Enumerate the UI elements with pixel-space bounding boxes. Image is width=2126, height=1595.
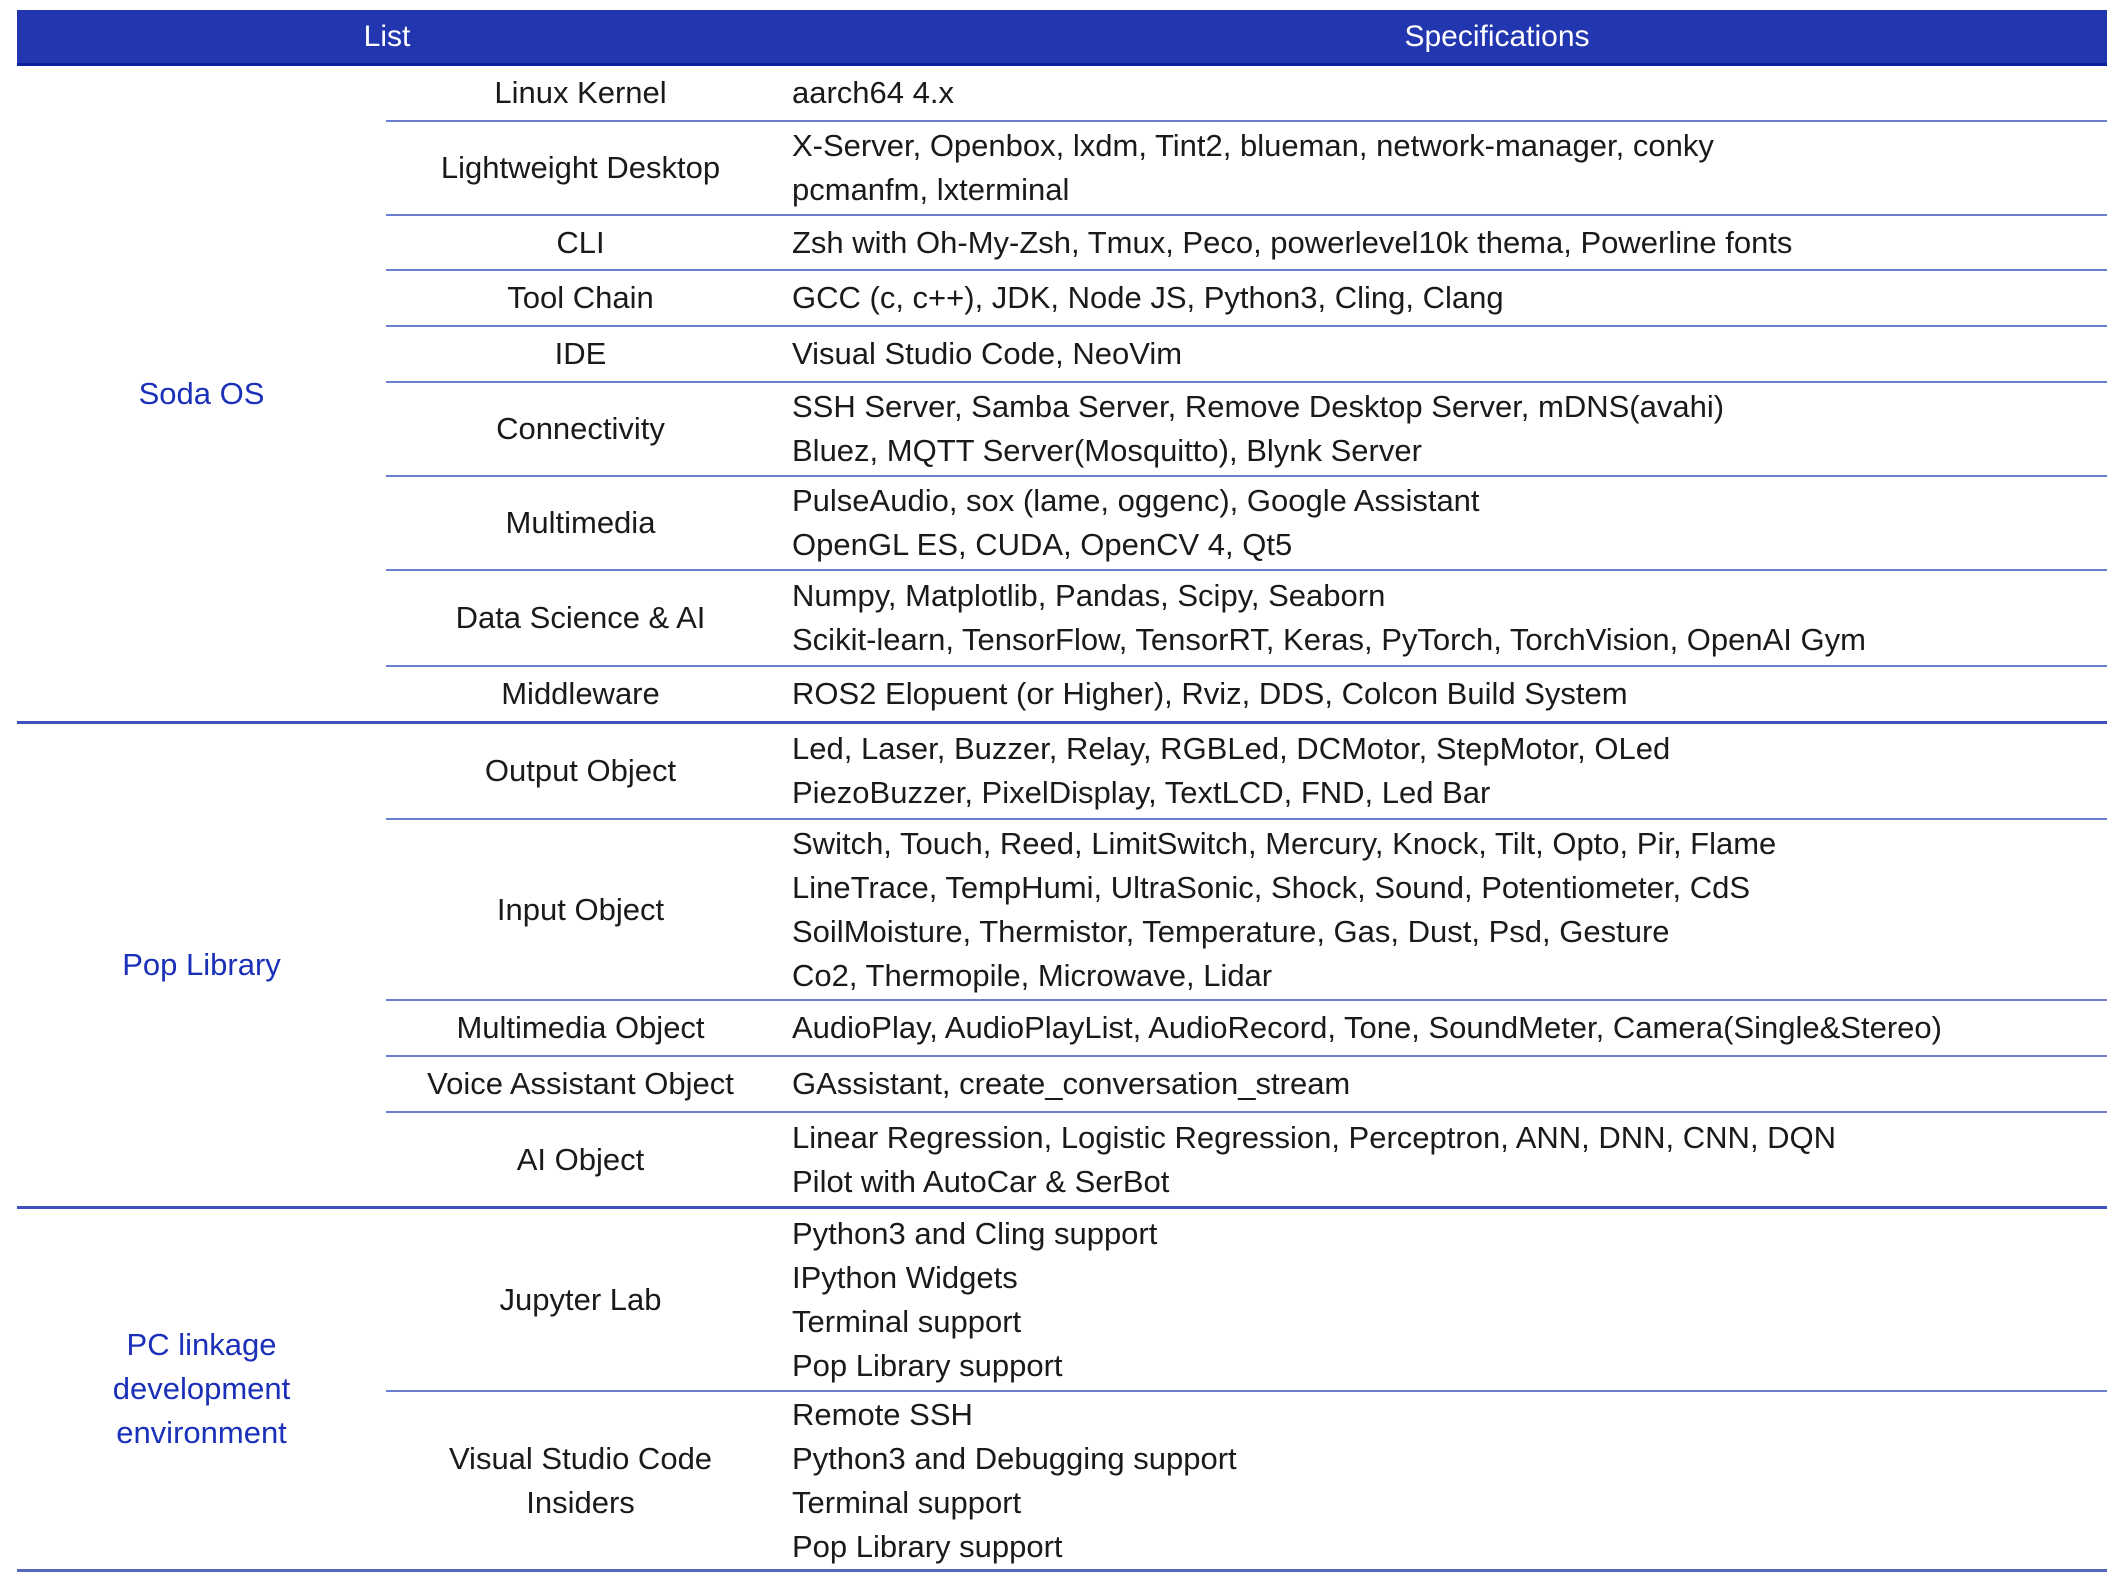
spec-line: Pilot with AutoCar & SerBot	[792, 1163, 1170, 1199]
row-specifications	[775, 66, 2107, 120]
spec-line: Remote SSH	[792, 1396, 973, 1432]
specifications-table	[17, 10, 2107, 1572]
row-specifications	[775, 667, 2107, 721]
column-header-specifications: Specifications	[1404, 20, 1590, 53]
spec-line: Python3 and Cling support	[792, 1215, 1158, 1251]
row-specifications	[775, 216, 2107, 269]
group-soda-os	[17, 66, 2107, 724]
spec-line: aarch64 4.x	[792, 75, 954, 110]
group-rows	[386, 1209, 2107, 1569]
table-row	[386, 724, 2107, 820]
spec-line: X-Server, Openbox, lxdm, Tint2, blueman, network-manager, conky	[792, 128, 1714, 163]
group-label: PC linkage development environment	[112, 1327, 291, 1450]
table-row	[386, 122, 2107, 216]
row-item-name: Output Object	[484, 753, 677, 788]
row-specifications	[775, 1113, 2107, 1206]
row-item-name: Multimedia Object	[456, 1010, 705, 1045]
row-specifications	[775, 383, 2107, 475]
spec-line: IPython Widgets	[792, 1259, 1018, 1295]
table-row	[386, 327, 2107, 383]
table-header	[17, 10, 2107, 66]
row-item-name: CLI	[556, 224, 605, 260]
table-row	[386, 820, 2107, 1001]
table-row	[386, 1392, 2107, 1569]
spec-line: Visual Studio Code, NeoVim	[792, 336, 1183, 371]
row-specifications	[775, 820, 2107, 999]
row-item-name: Linux Kernel	[494, 75, 667, 110]
row-item-name: Lightweight Desktop	[440, 150, 721, 185]
row-specifications	[775, 1392, 2107, 1569]
row-item-name: Data Science & AI	[455, 600, 706, 635]
table-row	[386, 216, 2107, 271]
spec-line: Switch, Touch, Reed, LimitSwitch, Mercury, Knock, Tilt, Opto, Pir, Flame	[792, 825, 1777, 861]
group-rows	[386, 66, 2107, 721]
row-item-name: IDE	[554, 336, 607, 371]
spec-line: Python3 and Debugging support	[792, 1440, 1237, 1476]
spec-line: SoilMoisture, Thermistor, Temperature, Gas, Dust, Psd, Gesture	[792, 913, 1670, 949]
table-row	[386, 477, 2107, 571]
table-body	[17, 66, 2107, 1572]
spec-line: Terminal support	[792, 1484, 1022, 1520]
row-item-name: Voice Assistant Object	[427, 1066, 734, 1101]
row-specifications	[775, 122, 2107, 214]
table-row	[386, 571, 2107, 667]
table-row	[386, 383, 2107, 477]
row-item-name: AI Object	[516, 1141, 645, 1177]
table-row	[386, 271, 2107, 327]
row-specifications	[775, 1001, 2107, 1055]
spec-line: GAssistant, create_conversation_stream	[792, 1066, 1351, 1101]
spec-line: Terminal support	[792, 1303, 1022, 1339]
table-row	[386, 667, 2107, 721]
table-row	[386, 66, 2107, 122]
spec-line: SSH Server, Samba Server, Remove Desktop Server, mDNS(avahi)	[792, 389, 1725, 424]
table-row	[386, 1001, 2107, 1057]
row-item-name: Middleware	[501, 676, 660, 711]
group-label: Soda OS	[138, 375, 265, 411]
group-pop-library	[17, 724, 2107, 1209]
spec-line: Bluez, MQTT Server(Mosquitto), Blynk Server	[792, 433, 1422, 468]
row-item-name: Connectivity	[496, 411, 665, 446]
spec-line: PulseAudio, sox (lame, oggenc), Google Assistant	[792, 483, 1480, 518]
spec-line: pcmanfm, lxterminal	[792, 172, 1070, 207]
group-rows	[386, 724, 2107, 1206]
group-pc-linkage	[17, 1209, 2107, 1572]
table-row	[386, 1209, 2107, 1392]
spec-line: Led, Laser, Buzzer, Relay, RGBLed, DCMotor, StepMotor, OLed	[792, 731, 1671, 766]
spec-line: Scikit-learn, TensorFlow, TensorRT, Keras, PyTorch, TorchVision, OpenAI Gym	[792, 622, 1866, 657]
row-specifications	[775, 271, 2107, 325]
row-specifications	[775, 477, 2107, 569]
row-specifications	[775, 1209, 2107, 1390]
spec-line: OpenGL ES, CUDA, OpenCV 4, Qt5	[792, 527, 1293, 562]
row-specifications	[775, 1057, 2107, 1111]
column-header-list: List	[363, 20, 411, 53]
spec-line: Pop Library support	[792, 1528, 1063, 1564]
spec-line: Co2, Thermopile, Microwave, Lidar	[792, 957, 1273, 993]
table-row	[386, 1057, 2107, 1113]
spec-line: LineTrace, TempHumi, UltraSonic, Shock, Sound, Potentiometer, CdS	[792, 869, 1751, 905]
spec-line: PiezoBuzzer, PixelDisplay, TextLCD, FND, Led Bar	[792, 775, 1491, 810]
spec-line: Zsh with Oh-My-Zsh, Tmux, Peco, powerlevel10k thema, Powerline fonts	[792, 224, 1793, 260]
spec-line: GCC (c, c++), JDK, Node JS, Python3, Cling, Clang	[792, 280, 1504, 315]
row-item-name: Tool Chain	[507, 280, 654, 315]
spec-line: ROS2 Elopuent (or Higher), Rviz, DDS, Colcon Build System	[792, 676, 1628, 711]
spec-line: Linear Regression, Logistic Regression, Perceptron, ANN, DNN, CNN, DQN	[792, 1119, 1837, 1155]
row-item-name: Jupyter Lab	[499, 1281, 662, 1317]
table-row	[386, 1113, 2107, 1206]
row-specifications	[775, 327, 2107, 381]
row-item-name: Multimedia	[505, 505, 656, 540]
row-item-name: Visual Studio Code Insiders	[448, 1440, 713, 1520]
row-specifications	[775, 724, 2107, 818]
row-item-name: Input Object	[496, 891, 665, 927]
row-specifications	[775, 571, 2107, 665]
spec-line: Pop Library support	[792, 1347, 1063, 1383]
group-label: Pop Library	[122, 947, 281, 982]
spec-line: Numpy, Matplotlib, Pandas, Scipy, Seaborn	[792, 578, 1386, 613]
spec-line: AudioPlay, AudioPlayList, AudioRecord, Tone, SoundMeter, Camera(Single&Stereo)	[792, 1010, 1942, 1045]
